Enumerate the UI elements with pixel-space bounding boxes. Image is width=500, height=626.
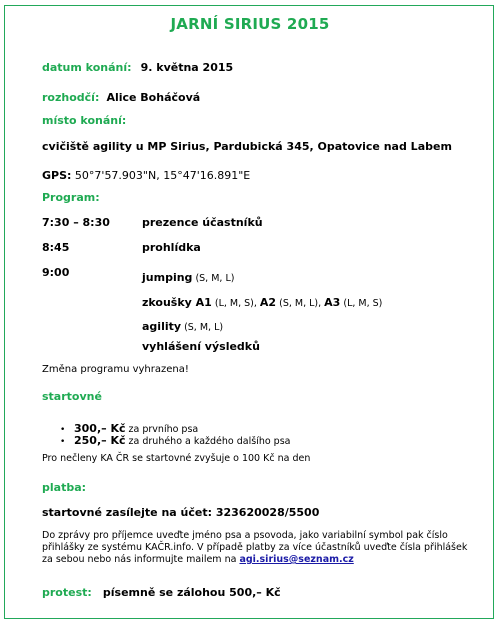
event-sizes: (S, M, L) bbox=[181, 322, 224, 333]
program-label: Program: bbox=[42, 191, 100, 204]
program-event-exams bbox=[142, 291, 382, 310]
protest-label: protest: bbox=[42, 586, 92, 599]
gps-row bbox=[42, 164, 250, 183]
program-event: prohlídka bbox=[142, 241, 201, 254]
exam-a3-sizes: (L, M, S) bbox=[340, 298, 383, 309]
event-name: jumping bbox=[142, 271, 193, 284]
program-time: 8:45 bbox=[42, 241, 70, 254]
exam-a1-sizes: (L, M, S), bbox=[211, 298, 260, 309]
gps-value: 50°7'57.903"N, 15°47'16.891"E bbox=[71, 169, 251, 182]
exam-a2: A2 bbox=[259, 296, 277, 309]
fee-label: startovné bbox=[42, 390, 102, 403]
gps-label: GPS: bbox=[42, 169, 72, 182]
program-event-jumping bbox=[142, 266, 234, 285]
judge-label: rozhodčí: bbox=[42, 91, 100, 104]
program-time: 7:30 – 8:30 bbox=[42, 216, 110, 229]
instructions-line: Do zprávy pro příjemce uveďte jméno psa a psovoda, jako variabilní symbol pak číslo bbox=[42, 530, 448, 541]
program-event: prezence účastníků bbox=[142, 216, 263, 229]
page-title: JARNÍ SIRIUS 2015 bbox=[170, 15, 330, 33]
program-change-note: Změna programu vyhrazena! bbox=[42, 364, 189, 375]
email-link[interactable]: agi.sirius@seznam.cz bbox=[239, 554, 354, 565]
protest-row bbox=[42, 581, 281, 600]
fee-text: za druhého a každého dalšího psa bbox=[125, 436, 291, 447]
program-time: 9:00 bbox=[42, 266, 70, 279]
fee-text: za prvního psa bbox=[125, 424, 199, 435]
judge-row bbox=[42, 86, 200, 105]
bullet-icon: • bbox=[60, 437, 66, 447]
program-event-agility bbox=[142, 315, 223, 334]
judge-value: Alice Boháčová bbox=[106, 91, 201, 104]
fee-amount: 250,– Kč bbox=[74, 434, 126, 447]
venue-address: cvičiště agility u MP Sirius, Pardubická 345, Opatovice nad Labem bbox=[42, 140, 452, 153]
instructions-line: přihlášky ze systému KAČR.info. V případě platby za více účastníků uveďte čísla přihlášek bbox=[42, 542, 468, 553]
date-value: 9. května 2015 bbox=[140, 61, 234, 74]
event-name: agility bbox=[142, 320, 182, 333]
instructions-line bbox=[42, 554, 467, 566]
protest-value: písemně se zálohou 500,– Kč bbox=[102, 586, 281, 599]
date-label: datum konání: bbox=[42, 61, 132, 74]
payment-instructions bbox=[42, 530, 467, 566]
event-sizes: (S, M, L) bbox=[192, 273, 235, 284]
payment-label: platba: bbox=[42, 481, 87, 494]
exam-a2-sizes: (S, M, L), bbox=[276, 298, 325, 309]
program-event-results: vyhlášení výsledků bbox=[142, 340, 260, 353]
exam-a1: A1 bbox=[191, 296, 212, 309]
exams-prefix: zkoušky bbox=[142, 296, 192, 309]
exam-a3: A3 bbox=[324, 296, 341, 309]
instructions-text: za sebou nebo nás informujte mailem na bbox=[42, 554, 240, 565]
fee-item bbox=[60, 429, 291, 448]
bullet-icon: • bbox=[60, 425, 66, 435]
date-row bbox=[42, 56, 233, 75]
fee-amount: 300,– Kč bbox=[74, 422, 126, 435]
venue-label: místo konání: bbox=[42, 114, 127, 127]
fee-note: Pro nečleny KA ČR se startovné zvyšuje o 100 Kč na den bbox=[42, 453, 311, 464]
payment-account: startovné zasílejte na účet: 323620028/5500 bbox=[42, 506, 320, 519]
